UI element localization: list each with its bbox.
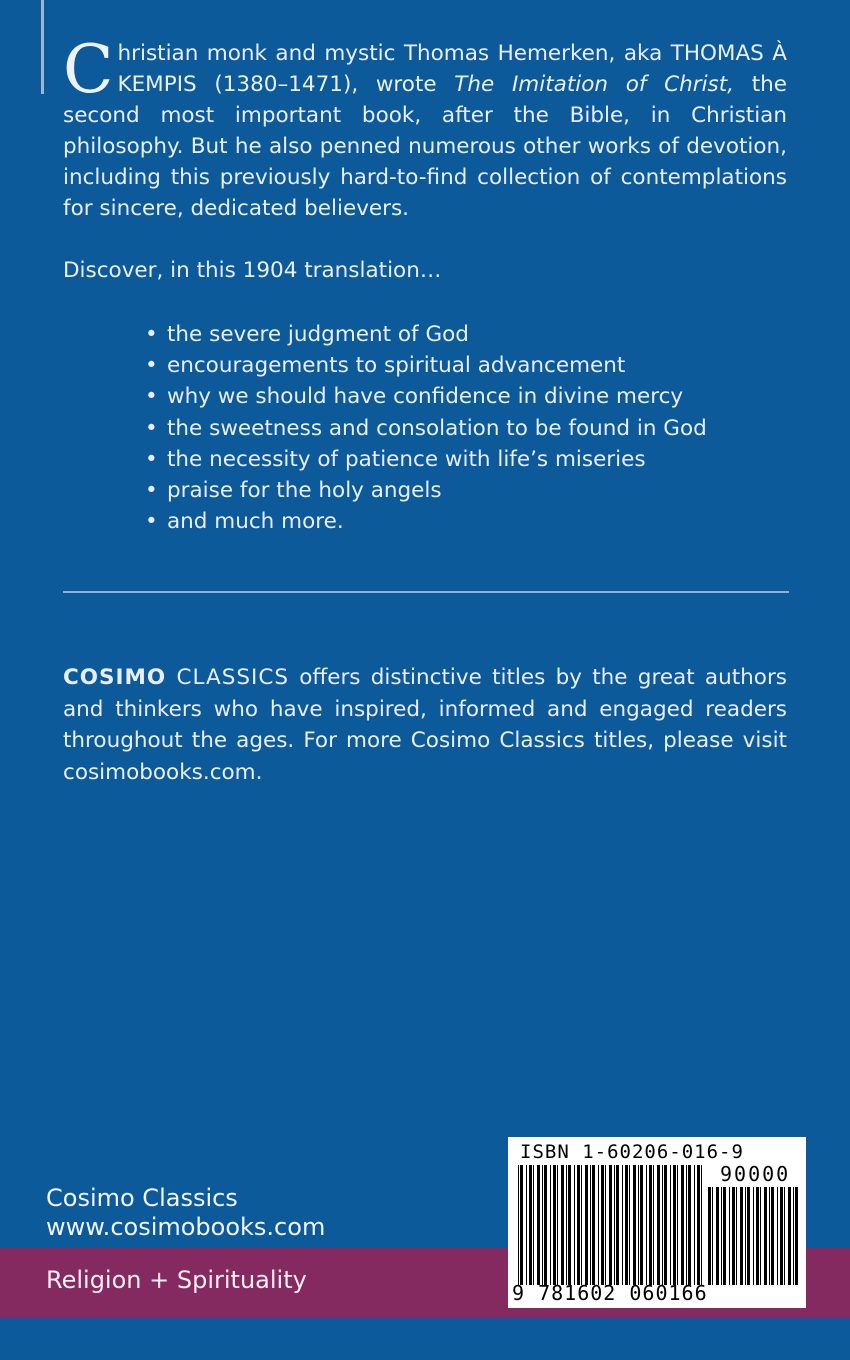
book-title: The Imitation of Christ, (454, 72, 735, 97)
barcode-bar (553, 1165, 556, 1285)
list-item (145, 413, 707, 444)
barcode-bar (670, 1165, 671, 1285)
barcode-bar (701, 1165, 702, 1285)
list-item-text: praise for the holy angels (167, 477, 442, 503)
barcode-bar (708, 1187, 711, 1285)
publisher-name: Cosimo Classics (46, 1184, 238, 1212)
barcode-bar (520, 1165, 523, 1285)
barcode-bar (550, 1165, 551, 1285)
barcode-bar (533, 1165, 534, 1285)
ean-text: 9 781602 060166 (512, 1281, 708, 1305)
feature-list (145, 319, 707, 537)
bullet-icon: • (145, 477, 158, 503)
barcode-bar (633, 1165, 636, 1285)
barcode-bar (592, 1165, 595, 1285)
barcode-bar (601, 1165, 604, 1285)
barcode-bar (566, 1165, 567, 1285)
list-item (145, 475, 707, 506)
category-label: Religion + Spirituality (46, 1266, 307, 1294)
barcode-bar (537, 1165, 540, 1285)
barcode-bar (542, 1165, 543, 1285)
barcode-bar (729, 1187, 730, 1285)
barcode-bar (784, 1187, 785, 1285)
barcode-bar (609, 1165, 612, 1285)
bullet-icon: • (145, 384, 158, 410)
list-item (145, 319, 707, 350)
bullet-icon: • (145, 509, 158, 535)
barcode-bar (598, 1165, 599, 1285)
isbn-text: ISBN 1-60206-016-9 (520, 1141, 744, 1163)
barcode-bar (681, 1165, 684, 1285)
edge-accent-line (41, 0, 44, 94)
barcode-bar (756, 1187, 759, 1285)
bullet-icon: • (145, 322, 158, 347)
barcode-bar (640, 1165, 643, 1285)
barcode-bar (561, 1165, 564, 1285)
barcode-bar (526, 1165, 527, 1285)
barcode-bar (581, 1165, 582, 1285)
barcode-bar (646, 1165, 647, 1285)
bullet-icon: • (145, 415, 158, 441)
barcode-bar (557, 1165, 558, 1285)
barcode-bar (649, 1165, 652, 1285)
barcode-bar (585, 1165, 588, 1285)
publisher-blurb-text: offers distinctive titles by the great authors and thinkers who have inspired, informed and engaged readers throughout the ages. For more Cosimo Classics titles, please visit cosimobooks.com. (63, 665, 787, 785)
barcode-bar (753, 1187, 754, 1285)
barcode-bar (638, 1165, 639, 1285)
barcode-bar (769, 1187, 770, 1285)
barcode-bar (723, 1187, 726, 1285)
barcode-bars (518, 1165, 704, 1285)
bullet-icon: • (145, 353, 158, 379)
lead-line: Discover, in this 1904 translation… (63, 258, 442, 283)
footer-publisher-block (46, 1184, 325, 1242)
barcode-bar (686, 1165, 687, 1285)
barcode-bar (614, 1165, 615, 1285)
barcode-bar (694, 1165, 695, 1285)
barcode-bar (795, 1187, 798, 1285)
list-item-text: the sweetness and consolation to be found in God (167, 415, 707, 441)
list-item (145, 506, 707, 537)
barcode-bar (721, 1187, 722, 1285)
barcode-bar (747, 1187, 750, 1285)
price-code-text: 90000 (720, 1162, 791, 1186)
barcode-bar (605, 1165, 606, 1285)
barcode-bar (712, 1187, 713, 1285)
intro-text-2: the second most important book, after the Bible, in Christian philosophy. But he also penned numerous other works of devotion, including this previously hard-to-find collection of contemplations for sincere, dedicated believers. (63, 72, 787, 221)
publisher-website: www.cosimobooks.com (46, 1213, 326, 1241)
price-addon-bars (708, 1187, 800, 1285)
barcode-bar (577, 1165, 580, 1285)
drop-cap: C (63, 31, 114, 108)
list-item-text: the necessity of patience with life’s miseries (167, 446, 646, 472)
barcode-bar (716, 1187, 719, 1285)
publisher-blurb (63, 662, 787, 788)
list-item (145, 381, 707, 412)
barcode-box (508, 1137, 806, 1308)
list-item-text: encouragements to spiritual advancement (167, 353, 626, 379)
barcode-bar (780, 1187, 783, 1285)
barcode-bar (677, 1165, 678, 1285)
brand-name-light: CLASSICS (176, 665, 289, 690)
barcode-bar (697, 1165, 700, 1285)
barcode-bar (653, 1165, 654, 1285)
barcode-bar (732, 1187, 735, 1285)
barcode-bar (673, 1165, 676, 1285)
barcode-bar (616, 1165, 619, 1285)
barcode-bar (629, 1165, 630, 1285)
list-item-text: and much more. (167, 509, 344, 535)
barcode-bar (777, 1187, 778, 1285)
barcode-bar (745, 1187, 746, 1285)
intro-paragraph (63, 31, 787, 224)
barcode-bar (529, 1165, 532, 1285)
barcode-bar (771, 1187, 774, 1285)
barcode-bar (518, 1165, 519, 1285)
list-item-text: the severe judgment of God (167, 322, 469, 347)
intro-text-1: hristian monk and mystic Thomas Hemerken, aka THOMAS À KEMPIS (1380–1471), wrote (117, 41, 787, 97)
barcode-bar (740, 1187, 743, 1285)
list-item-text: why we should have confidence in divine mercy (167, 384, 684, 410)
barcode-bar (736, 1187, 737, 1285)
barcode-bar (664, 1165, 667, 1285)
list-item (145, 350, 707, 381)
barcode-bar (788, 1187, 791, 1285)
barcode-bar (568, 1165, 571, 1285)
barcode-bar (662, 1165, 663, 1285)
barcode-bar (625, 1165, 628, 1285)
barcode-bar (657, 1165, 660, 1285)
barcode-bar (622, 1165, 623, 1285)
divider (63, 591, 789, 593)
list-item (145, 444, 707, 475)
barcode-bar (590, 1165, 591, 1285)
brand-name-bold: COSIMO (63, 665, 167, 690)
barcode-bar (760, 1187, 761, 1285)
bullet-icon: • (145, 446, 158, 472)
barcode-bar (544, 1165, 547, 1285)
barcode-bar (793, 1187, 794, 1285)
barcode-bar (688, 1165, 691, 1285)
barcode-bar (574, 1165, 575, 1285)
barcode-bar (764, 1187, 767, 1285)
